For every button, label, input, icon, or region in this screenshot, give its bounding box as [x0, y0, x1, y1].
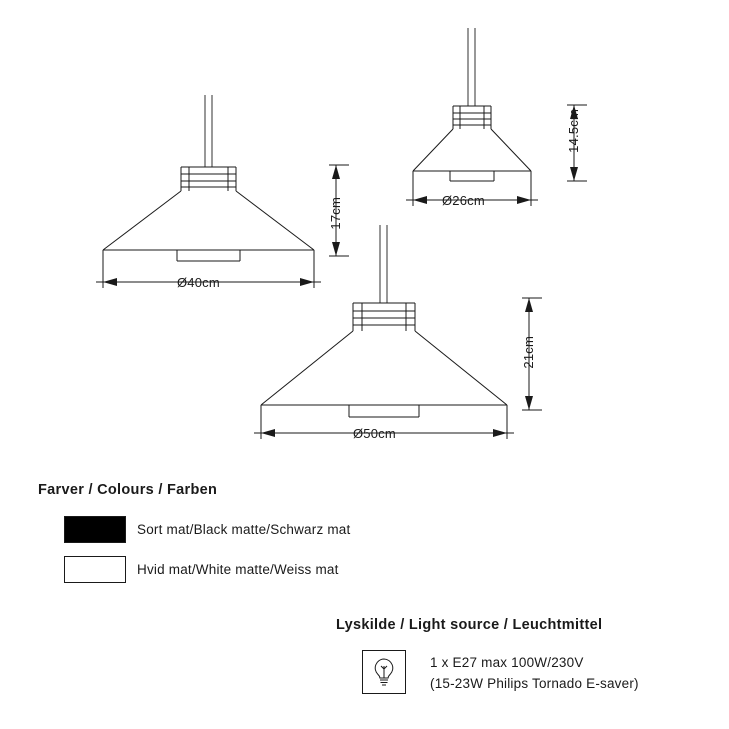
lamp-26-diameter-label: Ø26cm	[442, 193, 485, 208]
lamp-26-svg	[405, 28, 565, 208]
colour-swatch-white	[64, 556, 126, 583]
colour-swatch-black	[64, 516, 126, 543]
bulb-icon-svg	[363, 651, 405, 693]
colour-label-white: Hvid mat/White matte/Weiss mat	[137, 562, 339, 577]
lamp-26-height-label: 14.5cm	[566, 109, 581, 153]
light-source-line-1: 1 x E27 max 100W/230V	[430, 655, 584, 670]
bulb-icon	[362, 650, 406, 694]
colours-legend-title: Farver / Colours / Farben	[38, 482, 218, 498]
light-source-title: Lyskilde / Light source / Leuchtmittel	[336, 617, 603, 633]
lamp-50-svg	[245, 225, 525, 445]
lamp-50-height-label: 21cm	[521, 336, 536, 369]
lamp-50-diameter-label: Ø50cm	[353, 426, 396, 441]
colour-label-black: Sort mat/Black matte/Schwarz mat	[137, 522, 351, 537]
lamp-26-height-dimension	[553, 95, 593, 195]
light-source-line-2: (15-23W Philips Tornado E-saver)	[430, 676, 639, 691]
lamp-40-height-label: 17cm	[328, 197, 343, 230]
lamp-drawing-26cm	[405, 28, 565, 208]
lamp-50-height-dimension	[508, 288, 548, 423]
lamp-40-diameter-label: Ø40cm	[177, 275, 220, 290]
lamp-drawing-50cm	[245, 225, 525, 445]
